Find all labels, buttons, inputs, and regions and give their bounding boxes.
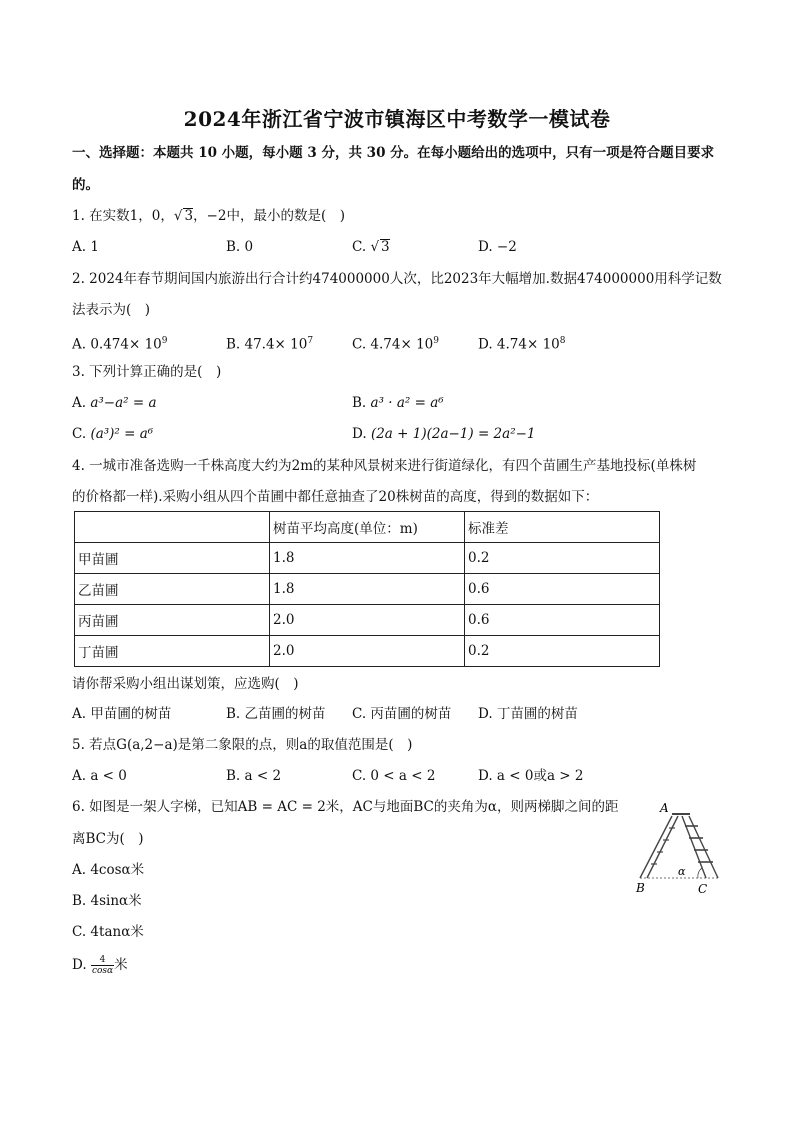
q3-option-b[interactable] xyxy=(352,393,444,413)
q2-option-b[interactable] xyxy=(226,331,313,355)
q5-option-d[interactable]: D. a < 0或a > 2 xyxy=(478,768,584,784)
q6-option-a[interactable]: A. 4cosα米 xyxy=(72,862,145,878)
q6-d-label: D. xyxy=(72,957,91,973)
table-cell: 丙苗圃 xyxy=(75,605,270,636)
table-cell: 0.6 xyxy=(465,605,660,636)
table-row xyxy=(75,574,660,605)
table-cell: 2.0 xyxy=(270,636,465,667)
table-cell: 0.6 xyxy=(465,574,660,605)
q3-c-expr: (a³)² = a⁶ xyxy=(90,426,154,442)
table-cell: 0.2 xyxy=(465,543,660,574)
q3-option-d[interactable] xyxy=(352,424,536,444)
table-cell: 丁苗圃 xyxy=(75,636,270,667)
table-cell: 2.0 xyxy=(270,605,465,636)
q2-a-exp: 9 xyxy=(161,336,168,346)
q3-d-expr: (2a + 1)(2a−1) = 2a²−1 xyxy=(370,426,536,442)
q1-sqrt-value: 3 xyxy=(184,208,194,224)
q3-c-label: C. xyxy=(72,426,91,442)
section-heading: 一、选择题：本题共 10 小题，每小题 3 分，共 30 分。在每小题给出的选项中，只有一项是符合题目要求 xyxy=(72,145,715,161)
ladder-figure xyxy=(632,800,727,900)
q6-option-d[interactable] xyxy=(72,955,128,976)
q2-option-a[interactable] xyxy=(72,331,168,355)
q2-stem-cont: 法表示为( ) xyxy=(72,302,151,318)
q3-b-expr: a³ · a² = a⁶ xyxy=(370,395,444,411)
q1-option-c-label: C. xyxy=(352,239,371,255)
q1-stem-part: 1. 在实数1，0， xyxy=(72,208,174,224)
q6-d-unit: 米 xyxy=(114,957,128,973)
q2-option-c[interactable] xyxy=(352,331,439,355)
q6-option-c[interactable]: C. 4tanα米 xyxy=(72,924,144,940)
q2-d-base: D. 4.74× 10 xyxy=(478,336,560,353)
q5-option-b[interactable]: B. a < 2 xyxy=(226,768,282,784)
q4-option-a[interactable]: A. 甲苗圃的树苗 xyxy=(72,706,172,722)
q6-stem: 6. 如图是一架人字梯，已知AB = AC = 2米，AC与地面BC的夹角为α，则两梯脚之间的距 xyxy=(72,799,619,815)
q6-d-fraction xyxy=(91,955,114,976)
q3-option-c[interactable] xyxy=(72,424,153,444)
table-header-cell xyxy=(75,512,270,543)
q3-a-expr: a³−a² = a xyxy=(90,395,157,411)
q1-option-c-sqrt: 3 xyxy=(381,239,390,255)
q2-d-exp: 8 xyxy=(559,336,566,346)
table-row xyxy=(75,605,660,636)
table-header-cell: 树苗平均高度(单位：m) xyxy=(270,512,465,543)
q3-stem: 3. 下列计算正确的是( ) xyxy=(72,364,222,380)
table-cell: 0.2 xyxy=(465,636,660,667)
angle-alpha-label: α xyxy=(678,865,686,878)
q5-option-c[interactable]: C. 0 < a < 2 xyxy=(352,768,436,784)
q6-stem-cont: 离BC为( ) xyxy=(72,831,144,847)
table-header-row xyxy=(75,512,660,543)
page-title: 2024年浙江省宁波市镇海区中考数学一模试卷 xyxy=(183,107,611,131)
angle-arc xyxy=(698,868,702,878)
table-row xyxy=(75,543,660,574)
table-cell: 乙苗圃 xyxy=(75,574,270,605)
q4-stem: 4. 一城市准备选购一千株高度大约为2m的某种风景树来进行街道绿化，有四个苗圃生产基地投标(单株树 xyxy=(72,458,697,474)
q4-prompt: 请你帮采购小组出谋划策，应选购( ) xyxy=(72,676,299,692)
table-cell: 1.8 xyxy=(270,574,465,605)
sqrt-sign: √ xyxy=(173,208,183,224)
seedling-table xyxy=(74,511,660,667)
q4-option-c[interactable]: C. 丙苗圃的树苗 xyxy=(352,706,452,722)
q2-b-base: B. 47.4× 10 xyxy=(226,336,308,353)
q4-option-d[interactable]: D. 丁苗圃的树苗 xyxy=(478,706,578,722)
ladder-left-leg xyxy=(640,816,678,878)
table-header-cell: 标准差 xyxy=(465,512,660,543)
table-cell: 1.8 xyxy=(270,543,465,574)
q3-b-label: B. xyxy=(352,395,371,411)
q2-stem: 2. 2024年春节期间国内旅游出行合计约474000000人次，比2023年大幅增加.数据474000000用科学记数 xyxy=(72,271,722,287)
q4-option-b[interactable]: B. 乙苗圃的树苗 xyxy=(226,706,326,722)
q2-c-exp: 9 xyxy=(433,336,440,346)
q3-a-label: A. xyxy=(72,395,91,411)
q2-c-base: C. 4.74× 10 xyxy=(352,336,434,353)
q1-option-b[interactable]: B. 0 xyxy=(226,239,254,255)
q5-stem: 5. 若点G(a,2−a)是第二象限的点，则a的取值范围是( ) xyxy=(72,737,413,753)
q6-d-denominator: cosα xyxy=(91,966,114,976)
q1-option-d[interactable]: D. −2 xyxy=(478,239,517,255)
q2-b-exp: 7 xyxy=(307,336,314,346)
q4-stem-cont: 的价格都一样).采购小组从四个苗圃中都任意抽查了20株树苗的高度，得到的数据如下： xyxy=(72,489,599,505)
section-heading-cont: 的。 xyxy=(72,177,99,193)
q2-a-base: A. 0.474× 10 xyxy=(72,336,162,353)
point-a-label: A xyxy=(660,801,669,815)
point-c-label: C xyxy=(698,882,708,896)
q6-option-b[interactable]: B. 4sinα米 xyxy=(72,893,142,909)
q1-stem-end: ，−2中，最小的数是( ) xyxy=(193,208,345,224)
q6-d-numerator: 4 xyxy=(91,955,114,966)
q1-stem xyxy=(72,206,345,226)
q5-option-a[interactable]: A. a < 0 xyxy=(72,768,127,784)
q1-option-a[interactable]: A. 1 xyxy=(72,239,99,255)
point-b-label: B xyxy=(636,881,645,895)
q2-option-d[interactable] xyxy=(478,331,566,355)
q3-d-label: D. xyxy=(352,426,371,442)
table-cell: 甲苗圃 xyxy=(75,543,270,574)
ladder-right-leg xyxy=(682,816,718,878)
q3-option-a[interactable] xyxy=(72,393,157,413)
table-row xyxy=(75,636,660,667)
q1-option-c[interactable]: C. √ 3 xyxy=(352,239,390,255)
